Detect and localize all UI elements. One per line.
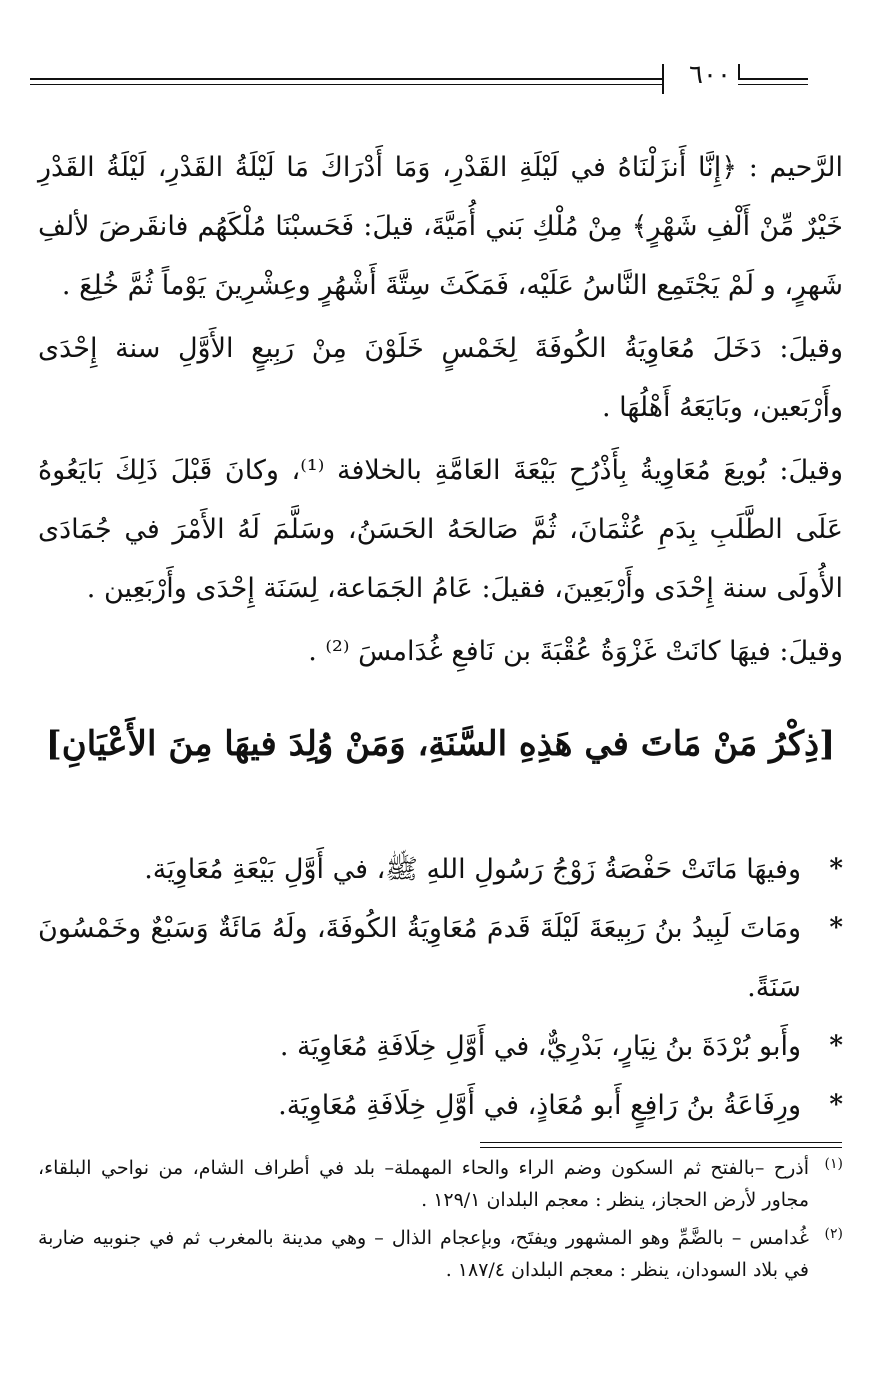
footnote-text: غُدامس – بالضَّمِّ وهو المشهور ويفتَح، وبإعجام الذال – وهي مدينة بالمغرب ثم في جنوبيه ضاربة في بلاد السودان، ينظر : معجم البلدان ١٨٧/٤ .	[38, 1227, 809, 1281]
list-item-text: ومَاتَ لَبِيدُ بنُ رَبِيعَةَ لَيْلَةَ قَدمَ مُعَاوِيَةُ الكُوفَةَ، ولَهُ مَائَةٌ وَسَبْعٌ وخَمْسُونَ سَنَةً.	[38, 913, 801, 1003]
body-text	[38, 138, 843, 681]
paragraph: الرَّحيم : ﴿إِنَّا أَنزَلْنَاهُ في لَيْلَةِ القَدْرِ، وَمَا أَدْرَاكَ مَا لَيْلَةُ القَدْرِ، لَيْلَةُ القَدْرِ خَيْرٌ مِّنْ أَلْفِ شَهْرٍ﴾ مِنْ مُلْكِ بَني أُمَيَّةَ، قيلَ: فَحَسبْنَا مُلْكَهُم فانقَرضَ لألفِ شَهرٍ، و لَمْ يَجْتَمِع النَّاسُ عَلَيْه، فَمَكَثَ سِتَّةَ أَشْهُرٍ وعِشْرِينَ يَوْماً ثُمَّ خُلِعَ .	[38, 152, 843, 301]
list-item	[38, 1017, 843, 1076]
header-rule-right	[738, 78, 808, 85]
section-heading: [ذِكْرُ مَنْ مَاتَ في هَذِهِ السَّنَةِ، وَمَنْ وُلِدَ فيهَا مِنَ الأَعْيَانِ]	[45, 724, 836, 764]
header-rule	[30, 78, 662, 85]
header-divider	[662, 64, 664, 94]
page-header	[30, 58, 805, 98]
list-item	[38, 840, 843, 899]
list-item-text: وفيهَا مَاتَتْ حَفْصَةُ زَوْجُ رَسُولِ اللهِ ﷺ، في أَوَّلِ بَيْعَةِ مُعَاوِيَة.	[144, 854, 801, 885]
bullet-star: *	[829, 913, 843, 943]
page-number: ٦٠٠	[689, 60, 731, 90]
footnote-text: أذرح –بالفتح ثم السكون وضم الراء والحاء المهملة– بلد في أطراف الشام، من نواحي البلقاء، مجاور لأرض الحجاز، ينظر : معجم البلدان ١٢٩/١ .	[38, 1157, 809, 1211]
paragraph: وقيلَ: فيهَا كانَتْ غَزْوَةُ عُقْبَةَ بن نَافعِ غُدَامسَ ⁽²⁾ .	[308, 636, 843, 667]
bullet-star: *	[829, 854, 843, 884]
list-item-text: ورِفَاعَةُ بنُ رَافِعٍ أَبو مُعَاذٍ، في أَوَّلِ خِلَافَةِ مُعَاوِيَة.	[278, 1090, 801, 1121]
list-item	[38, 1076, 843, 1135]
bullet-star: *	[829, 1031, 843, 1061]
paragraph: وقيلَ: بُويعَ مُعَاوِيةُ بِأَذْرُحِ بَيْعَةَ العَامَّةِ بالخلافة ⁽¹⁾، وكانَ قَبْلَ ذَلِكَ بَايَعُوهُ عَلَى الطَّلَبِ بِدَمِ عُثْمَانَ، ثُمَّ صَالحَهُ الحَسَنُ، وسَلَّمَ لَهُ الأَمْرَ في جُمَادَى الأُولَى سنة إِحْدَى وأَرْبَعِينَ، فقيلَ: عَامُ الجَمَاعة، لِسَنَة إِحْدَى وأَرْبَعِين .	[38, 455, 843, 604]
list-item	[38, 899, 843, 1017]
list-item-text: وأَبو بُرْدَةَ بنُ نِيَارٍ، بَدْرِيٌّ، في أَوَّلِ خِلَافَةِ مُعَاوِيَة .	[279, 1031, 801, 1062]
footnote-marker: (٢)	[824, 1226, 843, 1242]
footnote-marker: (١)	[824, 1156, 843, 1172]
footnotes	[38, 1152, 843, 1286]
footnote	[38, 1222, 843, 1286]
footnote-divider	[480, 1142, 842, 1148]
bullet-star: *	[829, 1090, 843, 1120]
paragraph: وقيلَ: دَخَلَ مُعَاوِيَةُ الكُوفَةَ لِخَمْسٍ خَلَوْنَ مِنْ رَبِيعٍ الأَوَّلِ سنة إِحْدَى وأَرْبَعين، وبَايَعَهُ أَهْلُهَا .	[38, 333, 843, 423]
footnote	[38, 1152, 843, 1216]
deaths-list	[38, 840, 843, 1135]
